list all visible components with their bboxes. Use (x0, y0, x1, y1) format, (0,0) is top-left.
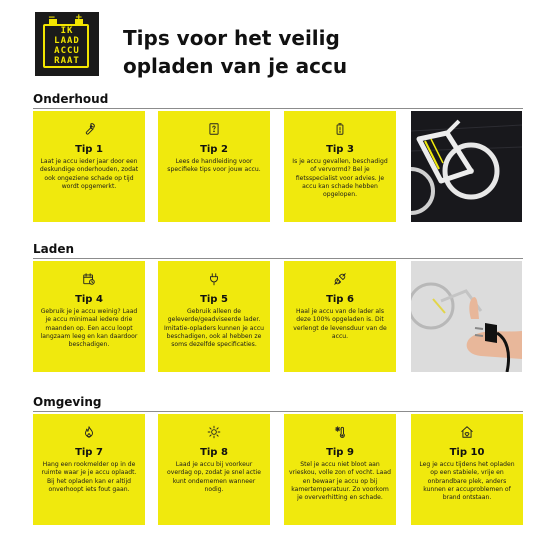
thermometer-snowflake-icon (333, 425, 347, 439)
tip-card (284, 111, 396, 222)
tip-card (284, 414, 396, 525)
tip-title: Tip 5 (200, 294, 228, 305)
tip-card (33, 111, 145, 222)
ik-laad-accuraat-logo (35, 12, 99, 76)
tip-title: Tip 1 (75, 144, 103, 155)
tip-title: Tip 10 (449, 447, 485, 458)
manual-icon (207, 122, 221, 136)
section-divider (33, 411, 523, 412)
plug-in-hand-photo (411, 261, 522, 372)
logo-line-3: ACCU (54, 46, 80, 56)
tip-text: Leg je accu tijdens het opladen op een stabiele, vrije en onbrandbare plek, anders kunnen er accuproblemen of brand ontstaan. (419, 461, 515, 502)
tip-card (33, 261, 145, 372)
page-title (123, 24, 347, 80)
tip-title: Tip 2 (200, 144, 228, 155)
home-icon (460, 425, 474, 439)
unplug-icon (333, 272, 347, 286)
logo-line-2: LAAD (54, 36, 80, 46)
tip-text: Lees de handleiding voor specifieke tips voor jouw accu. (167, 158, 261, 174)
page-title-line-1: Tips voor het veilig (123, 26, 340, 50)
logo-minus: − (48, 13, 56, 23)
ebike-illustration (411, 111, 522, 222)
battery-warning-icon (333, 122, 347, 136)
tip-text: Hang een rookmelder op in de ruimte waar je je accu oplaadt. Bij het opladen kan er altijd onverhoopt iets fout gaan. (41, 461, 137, 493)
tip-card (411, 414, 523, 525)
tip-card (33, 414, 145, 525)
section-divider (33, 258, 523, 259)
tip-title: Tip 6 (326, 294, 354, 305)
tip-title: Tip 9 (326, 447, 354, 458)
logo-line-1: IK (60, 26, 74, 36)
tip-text: Gebruik alleen de geleverde/geadviseerde lader. Imitatie-opladers kunnen je accu beschadigen, ook al hebben ze soms dezelfde specificaties. (163, 308, 265, 349)
tip-card (158, 414, 270, 525)
tip-card (284, 261, 396, 372)
tip-text: Laat je accu ieder jaar door een deskundige onderhouden, zodat ook ongeziene schade op tijd wordt opgemerkt. (39, 158, 139, 190)
wrench-icon (82, 122, 96, 136)
ebike-photo (411, 111, 522, 222)
tip-card (158, 261, 270, 372)
tip-title: Tip 8 (200, 447, 228, 458)
tip-title: Tip 4 (75, 294, 103, 305)
logo-plus: + (75, 13, 83, 23)
tip-text: Haal je accu van de lader als deze 100% opgeladen is. Dit verlengt de levensduur van de accu. (293, 308, 387, 340)
tip-title: Tip 3 (326, 144, 354, 155)
tip-text: Laad je accu bij voorkeur overdag op, zodat je snel actie kunt ondernemen wanneer nodig. (167, 461, 261, 493)
tip-text: Is je accu gevallen, beschadigd of vervormd? Bel je fietsspecialist voor advies. Je accu kan schade hebben opgelopen. (292, 158, 388, 199)
section-divider (33, 108, 523, 109)
logo-line-4: RAAT (54, 56, 80, 66)
page-title-line-2: opladen van je accu (123, 54, 348, 78)
plug-in-hand-illustration (411, 261, 522, 372)
tip-card (158, 111, 270, 222)
section-label-laden: Laden (33, 242, 75, 256)
section-label-onderhoud: Onderhoud (33, 92, 109, 106)
calendar-clock-icon (82, 272, 96, 286)
section-label-omgeving: Omgeving (33, 395, 102, 409)
tip-text: Gebruik je je accu weinig? Laad je accu minimaal iedere drie maanden op. Een accu loopt langzaam leeg en kan daardoor beschadigen. (40, 308, 138, 349)
flame-icon (82, 425, 96, 439)
plug-icon (207, 272, 221, 286)
sun-icon (207, 425, 221, 439)
tip-text: Stel je accu niet bloot aan vrieskou, volle zon of vocht. Laad en bewaar je accu op bij kamertemperatuur. Zo voorkom je oververhitting en schade. (289, 461, 391, 502)
tip-title: Tip 7 (75, 447, 103, 458)
